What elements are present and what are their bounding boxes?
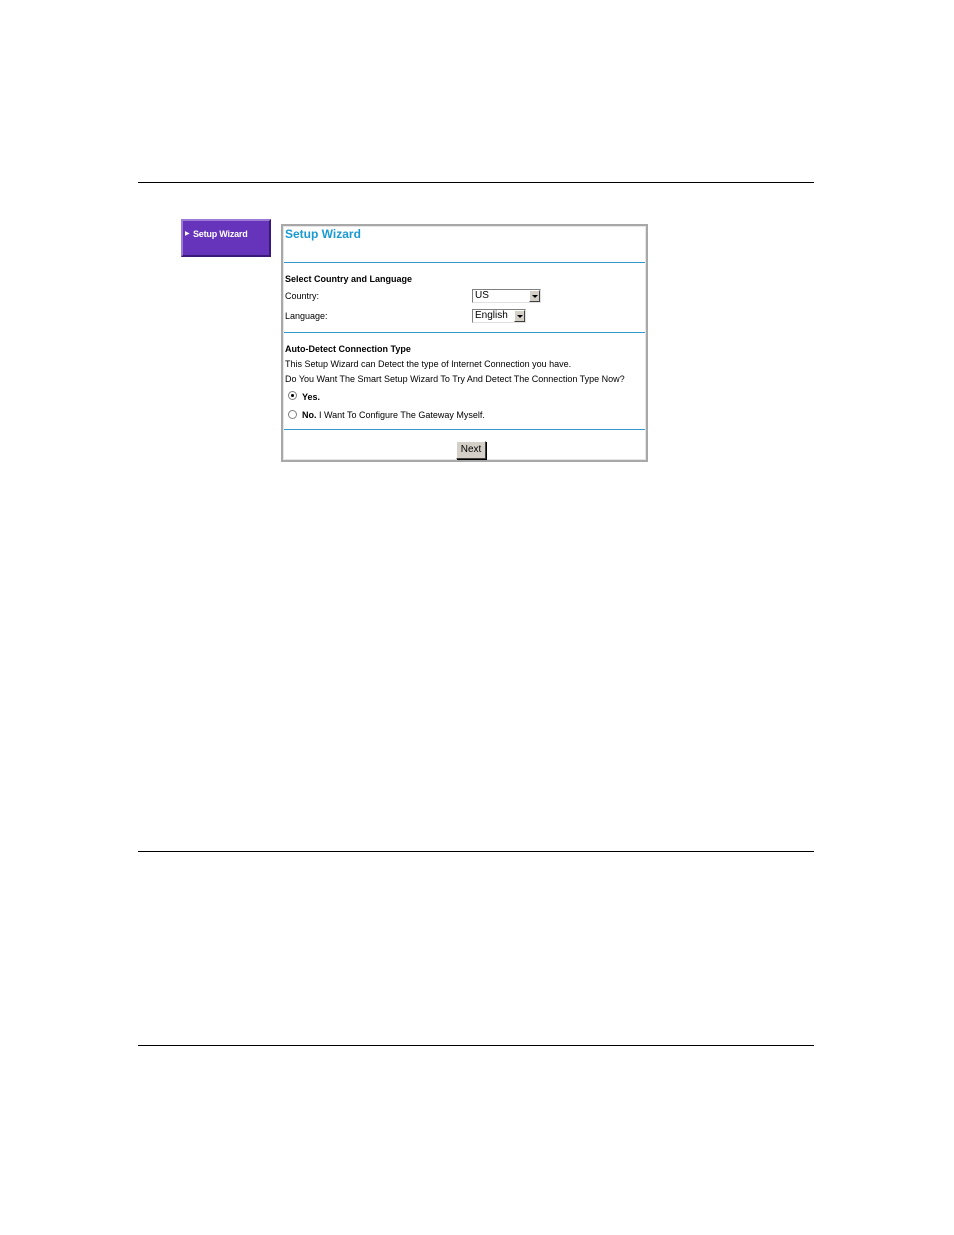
country-select[interactable] xyxy=(472,289,541,303)
language-select-value: English xyxy=(475,310,508,321)
yes-option-label[interactable] xyxy=(302,392,320,402)
yes-option-bold: Yes. xyxy=(302,392,321,402)
chevron-down-icon[interactable] xyxy=(529,290,540,302)
country-select-value: US xyxy=(475,290,489,301)
divider xyxy=(284,332,645,333)
no-option-bold: No. xyxy=(302,410,317,420)
chevron-down-icon[interactable] xyxy=(514,310,525,322)
setup-wizard-panel xyxy=(281,224,648,462)
auto-detect-question: Do You Want The Smart Setup Wizard To Try And Detect The Connection Type Now? xyxy=(285,374,625,384)
country-language-heading: Select Country and Language xyxy=(285,274,413,284)
page-top-rule xyxy=(138,182,814,183)
divider xyxy=(284,429,645,430)
language-select[interactable] xyxy=(472,309,526,323)
page-title: Setup Wizard xyxy=(285,227,361,241)
page-middle-rule xyxy=(138,851,814,852)
yes-radio[interactable] xyxy=(288,391,297,400)
no-option-label[interactable] xyxy=(302,410,485,420)
bullet-icon: ▶ xyxy=(185,231,190,237)
country-label: Country: xyxy=(285,291,320,301)
sidebar-item-label: Setup Wizard xyxy=(193,229,248,239)
page-bottom-rule xyxy=(138,1045,814,1046)
divider xyxy=(284,262,645,263)
auto-detect-heading: Auto-Detect Connection Type xyxy=(285,344,411,354)
no-radio[interactable] xyxy=(288,410,297,419)
no-option-rest: I Want To Configure The Gateway Myself. xyxy=(316,410,485,420)
sidebar-item-setup-wizard[interactable] xyxy=(181,219,271,257)
auto-detect-description: This Setup Wizard can Detect the type of Internet Connection you have. xyxy=(285,359,572,369)
next-button[interactable]: Next xyxy=(456,441,486,459)
language-label: Language: xyxy=(285,311,328,321)
